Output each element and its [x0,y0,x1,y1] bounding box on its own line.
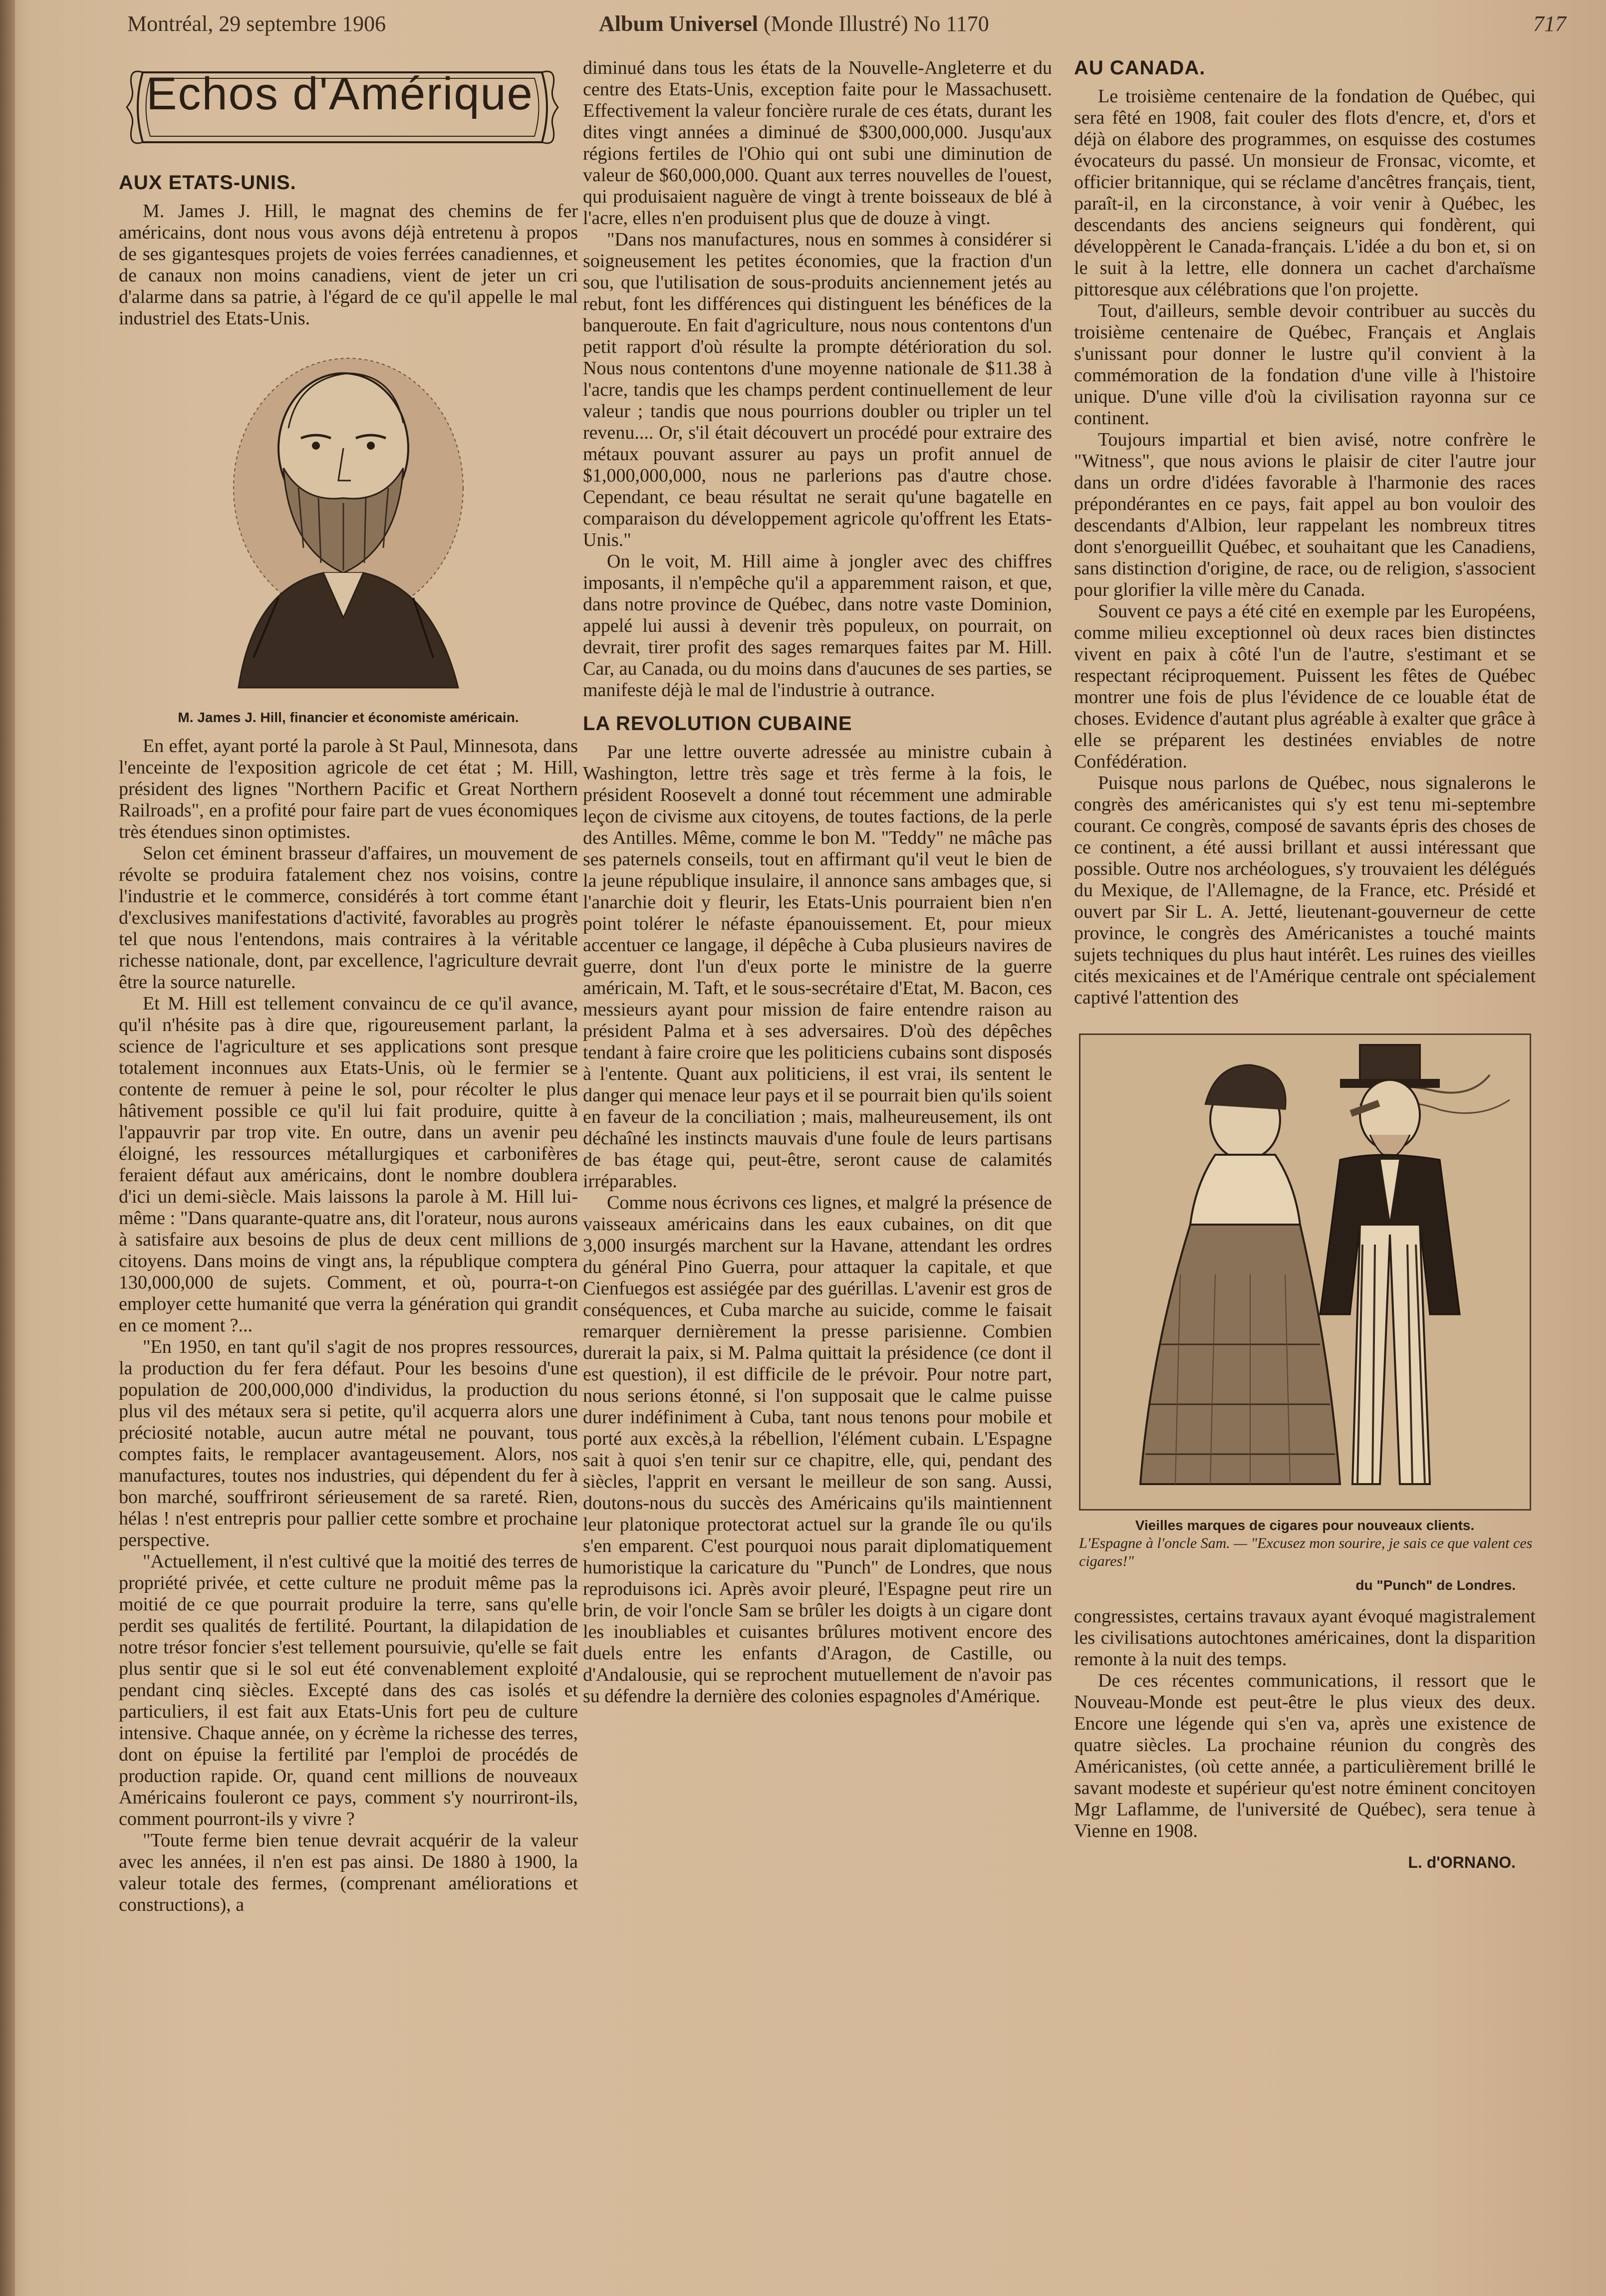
article-paragraph: "Actuellement, il n'est cultivé que la moitié des terres de propriété privée, et cette culture ne produit même pas la moitié de ce que pourrait produire la terre, sans qu'elle perdit ses qualités de fertilité. Pourtant, la dilapidation de notre trésor foncier s'est tellement poursuivie, qu'elle se fait plus sentir que si le sol eut été convenablement exploité pendant cinq siècles. Excepté dans des cas isolés et particuliers, il est fait aux Etats-Unis fort peu de culture intensive. Chaque année, on y écrème la richesse des terres, dont on épuise la fertilité par l'emploi de procédés de production rapide. Or, quand cent millions de nouveaux Américains fouleront ce pays, comment s'y nourriront-ils, comment pourront-ils y vivre ? [119,1551,578,1829]
section-title: Echos d'Amérique [146,68,534,119]
publication-name [599,11,989,36]
article-paragraph: congressistes, certains travaux ayant évoqué magistralement les civilisations autochtones américaines, dont la disparition remonte à la nuit des temps. [1074,1606,1536,1670]
article-paragraph: Puisque nous parlons de Québec, nous signalerons le congrès des américanistes qui s'y est tenu mi-septembre courant. Ce congrès, composé de savants épris des choses de ce continent, a été aussi brillant et aussi intéressant que possible. Outre nos archéologues, s'y trouvaient les délégués du Mexique, de l'Allemagne, de la France, etc. Présidé et ouvert par Sir L. A. Jetté, lieutenant-gouverneur de cette province, le congrès des Américanistes a touché maints sujets techniques du plus haut intérêt. Les ruines des vieilles cités mexicaines et de l'Amérique centrale ont spécialement captivé l'attention des [1074,772,1536,1008]
article-paragraph: Selon cet éminent brasseur d'affaires, un mouvement de révolte se produira fatalement chez nos voisins, contre l'industrie et le commerce, considérés à tort comme étant d'exclusives manifestations d'activité, favorables au progrès tel que nous l'entendons, mais contraires à la véritable richesse nationale, dont, par excellence, l'agriculture devrait être la source naturelle. [119,843,578,993]
section-masthead [123,57,578,157]
cartoon-figure [1074,1033,1536,1596]
article-paragraph: En effet, ayant porté la parole à St Paul, Minnesota, dans l'enceinte de l'exposition agricole de cet état ; M. Hill, président des lignes "Northern Pacific et Great Northern Railroads", en a profité pour faire part de vues économiques très étendues sinon optimistes. [119,736,578,842]
column-2 [583,57,1052,2273]
article-paragraph: Toujours impartial et bien avisé, notre confrère le "Witness", que nous avions le plaisir de citer l'autre jour dans un ordre d'idées favorable à l'harmonie des races prépondérantes en ce pays, fait appel au bon vouloir des descendants d'Albion, leur rappelant les nombreux titres dont s'enorgueillit Québec, et souhaitant que les Canadiens, sans distinction d'origine, de race, ou de religion, s'associent pour glorifier la ville mère du Canada. [1074,429,1536,600]
article-paragraph: Souvent ce pays a été cité en exemple par les Européens, comme milieu exceptionnel où deux races bien distinctes vivent en paix à côté l'un de l'autre, s'estimant et se respectant réciproquement. Puissent les fêtes de Québec montrer une fois de plus l'évidence de ce louable état de choses. Evidence d'autant plus agréable à exalter que grâce à elle se préparent les destinées enviables de notre Confédération. [1074,601,1536,772]
cartoon-quote: L'Espagne à l'oncle Sam. — "Excusez mon sourire, je sais ce que valent ces cigares!" [1079,1535,1533,1569]
portrait-figure [119,338,578,727]
cartoon-image [1079,1033,1531,1511]
cartoon-source: du "Punch" de Londres. [1355,1577,1516,1593]
article-paragraph: M. James J. Hill, le magnat des chemins de fer américains, dont nous vous avons déjà entretenu à propos de ses gigantesques projets de voies ferrées canadiennes, et de canaux non moins canadiens, vient de jeter un cri d'alarme dans sa patrie, à l'égard de ce qu'il appelle le mal industriel des Etats-Unis. [119,201,578,329]
article-paragraph: De ces récentes communications, il ressort que le Nouveau-Monde est peut-être le plus vieux des deux. Encore une légende qui s'en va, après une existence de quatre siècles. La prochaine réunion du congrès des Américanistes, (où cette année, a particulièrement brillé le savant modeste et supérieur qu'est notre éminent concitoyen Mgr Laflamme, de l'université de Québec), sera tenue à Vienne en 1908. [1074,1670,1536,1841]
heading-aux-etats-unis: AUX ETATS-UNIS. [119,172,296,194]
article-paragraph: Par une lettre ouverte adressée au ministre cubain à Washington, lettre très sage et très ferme à la fois, le président Roosevelt a donné tout récemment une admirable leçon de civisme aux citoyens, de toutes factions, de la perle des Antilles. Même, comme le bon M. "Teddy" ne mâche pas ses paternels conseils, tout en affirmant qu'il veut le bien de la jeune république insulaire, il annonce sans ambages que, si l'anarchie doit y fleurir, les Etats-Unis pourraient bien n'en point tolérer le néfaste épanouissement. Et, pour mieux accentuer ce langage, il dépêche à Cuba plusieurs navires de guerre, dont l'un d'eux porte le ministre de la guerre américain, M. Taft, et le sous-secrétaire d'Etat, M. Bacon, ces messieurs ayant pour mission de faire entendre raison au président Palma et à ses adversaires. D'où des dépêches tendant à faire croire que les politiciens cubains sont disposés à l'entente. Quant aux politiciens, il est vrai, ils sentent le danger qui menace leur pays et il se pourrait bien qu'ils soient en faveur de la conciliation ; mais, malheureusement, ils ont déchaîné les instincts mauvais d'une foule de leurs partisans de bas étage qui, peut-être, seront cause de calamités irréparables. [583,742,1052,1192]
article-paragraph: On le voit, M. Hill aime à jongler avec des chiffres imposants, il n'empêche qu'il a apparemment raison, et que, dans notre province de Québec, dans notre vaste Dominion, appelé lui aussi à devenir très populeux, on pourrait, on devrait, tirer profit des sages remarques faites par M. Hill. Car, au Canada, ou du moins dans d'aucunes de ses parties, se manifeste déjà le mal de l'industrie à outrance. [583,551,1052,701]
article-paragraph: Comme nous écrivons ces lignes, et malgré la présence de vaisseaux américains dans les eaux cubaines, on dit que 3,000 insurgés marchent sur la Havane, attendant les ordres du général Pino Guerra, pour attaquer la capitale, et que Cienfuegos est assiégée par des guérillas. L'avenir est gros de conséquences, et Cuba marche au suicide, comme le faisait remarquer dernièrement la presse parisienne. Combien durerait la paix, si M. Palma quittait la présidence (ce dont il est question), il est difficile de le prévoir. Pour notre part, nous serions étonné, si l'on supposait que le calme puisse durer indéfiniment à Cuba, tant nous tenons pour mobile et porté aux excès,à la rébellion, l'élément cubain. L'Espagne sait à quoi s'en tenir sur ce chapitre, elle, qui, pendant des siècles, l'apprit en versant le meilleur de son sang. Aussi, doutons-nous du succès des Américains qu'ils maintiennent leur platonique protectorat actuel sur la grande île ou qu'ils s'en emparent. C'est pourquoi nous parait diplomatiquement humoristique la caricature du "Punch" de Londres, que nous reproduisons ici. Après avoir pleuré, l'Espagne peut rire un brin, de voir l'oncle Sam se brûler les doigts à un cigare dont les inoubliables et cuisantes brûlures motivent encore des duels entre les enfants d'Aragon, de Castille, ou d'Andalousie, qui se reprochent mutuellement de n'avoir pas su défendre la dernière des colonies espagnoles d'Amérique. [583,1192,1052,1707]
article-paragraph: "Dans nos manufactures, nous en sommes à considérer si soigneusement les petites économies, que la fraction d'un sou, que l'utilisation de sous-produits anciennement jetés au rebut, font les différences qui distinguent les bénéfices de la banqueroute. En fait d'agriculture, nous nous contentons d'un petit rapport d'où résulte la prompte détérioration du sol. Nous nous contentons d'une moyenne nationale de $11.38 à l'acre, tandis que les champs perdent continuellement de leur valeur ; tandis que nous pourrions doubler ou tripler un tel revenu.... Or, s'il était découvert un procédé pour extraire des métaux pouvant assurer au pays un profit annuel de $1,000,000,000, nous ne parlerions pas d'autre chose. Cependant, ce beau résultat ne serait qu'une bagatelle en comparaison du développement agricole qu'offrent les Etats-Unis." [583,229,1052,550]
article-paragraph: "Toute ferme bien tenue devrait acquérir de la valeur avec les années, il n'en est pas ainsi. De 1880 à 1900, la valeur totale des fermes, (comprenant améliorations et constructions), a [119,1830,578,1915]
article-paragraph: diminué dans tous les états de la Nouvelle-Angleterre et du centre des Etats-Unis, exception faite pour le Massachusett. Effectivement la valeur foncière rurale de ces états, durant les dites vingt années a diminué de $300,000,000. Jusqu'aux régions fertiles de l'Ohio qui ont subi une diminution de valeur de $60,000,000. Quant aux terres nouvelles de l'ouest, qui produisaient naguère de vingt à trente boisseaux de blé à l'acre, elles n'en produisent plus que de douze à vingt. [583,57,1052,229]
portrait-caption: M. James J. Hill, financier et économiste américain. [178,710,519,725]
article-paragraph: Tout, d'ailleurs, semble devoir contribuer au succès du troisième centenaire de Québec, Français et Anglais s'unissant pour donner le lustre qu'il convient à la commémoration de la fondation d'une ville à l'histoire unique. D'une ville d'où la civilisation rayonna sur ce continent. [1074,300,1536,429]
article-paragraph: "En 1950, en tant qu'il s'agit de nos propres ressources, la production du fer fera défaut. Pour les besoins d'une population de 200,000,000 d'individus, la production du plus vil des métaux sera si petite, qu'il acquerra alors une préciosité notable, aucun autre métal ne pouvant, tous comptes faits, le remplacer avantageusement. Alors, nos manufactures, toutes nos industries, qui dépendent du fer à bon marché, souffriront sérieusement de sa rareté. Rien, hélas ! n'est entrepris pour pallier cette sombre et prochaine perspective. [119,1336,578,1550]
heading-revolution-cubaine: LA REVOLUTION CUBAINE [583,713,852,735]
page-number: 717 [1533,11,1566,36]
publication-issue: (Monde Illustré) No 1170 [764,11,989,36]
cartoon-illustration [1080,1035,1530,1504]
cartoon-caption: Vieilles marques de cigares pour nouveaux clients. [1135,1518,1475,1533]
issue-date: Montréal, 29 septembre 1906 [127,11,386,36]
heading-au-canada: AU CANADA. [1074,57,1206,79]
column-3 [1074,57,1536,2273]
portrait-illustration [194,338,503,698]
portrait-image [194,338,503,703]
binding-gutter [0,0,15,2296]
author-signature: L. d'ORNANO. [1408,1853,1516,1871]
article-paragraph: Le troisième centenaire de la fondation de Québec, qui sera fêté en 1908, fait couler des flots d'encre, et, d'ors et déjà on élabore des programmes, on esquisse des costumes évocateurs du passé. Un monsieur de Fronsac, vicomte, et officier britannique, qui se réclame d'ancêtres français, tient, paraît-il, en la circonstance, à voir venir à Québec, les descendants des anciens seigneurs qui fondèrent, qui développèrent le Canada-français. L'idée a du bon et, si on le suit à la lettre, elle donnera un cachet d'archaïsme pittoresque aux célébrations que l'on projette. [1074,86,1536,300]
article-paragraph: Et M. Hill est tellement convaincu de ce qu'il avance, qu'il n'hésite pas à dire que, rigoureusement parlant, la science de l'agriculture et ses applications sont presque totalement inconnues aux Etats-Unis, où le fermier se contente de remuer à peine le sol, pour récolter le plus hâtivement possible ce qu'il lui fait produire, quitte à l'appauvrir par trop vite. En outre, dans un avenir peu éloigné, les ressources métallurgiques et carbonifères feraient défaut aux américains, dont le nombre doublera d'ici un demi-siècle. Mais laissons la parole à M. Hill lui-même : "Dans quarante-quatre ans, dit l'orateur, nous aurons à satisfaire aux besoins de plus de deux cent millions de citoyens. Dans moins de vingt ans, la république comptera 130,000,000 de sujets. Comment, et où, pourra-t-on employer cette humanité que verra la génération qui grandit en ce moment ?... [119,993,578,1336]
running-head [127,11,1566,41]
column-1 [119,57,578,2273]
publication-title: Album Universel [599,11,758,36]
